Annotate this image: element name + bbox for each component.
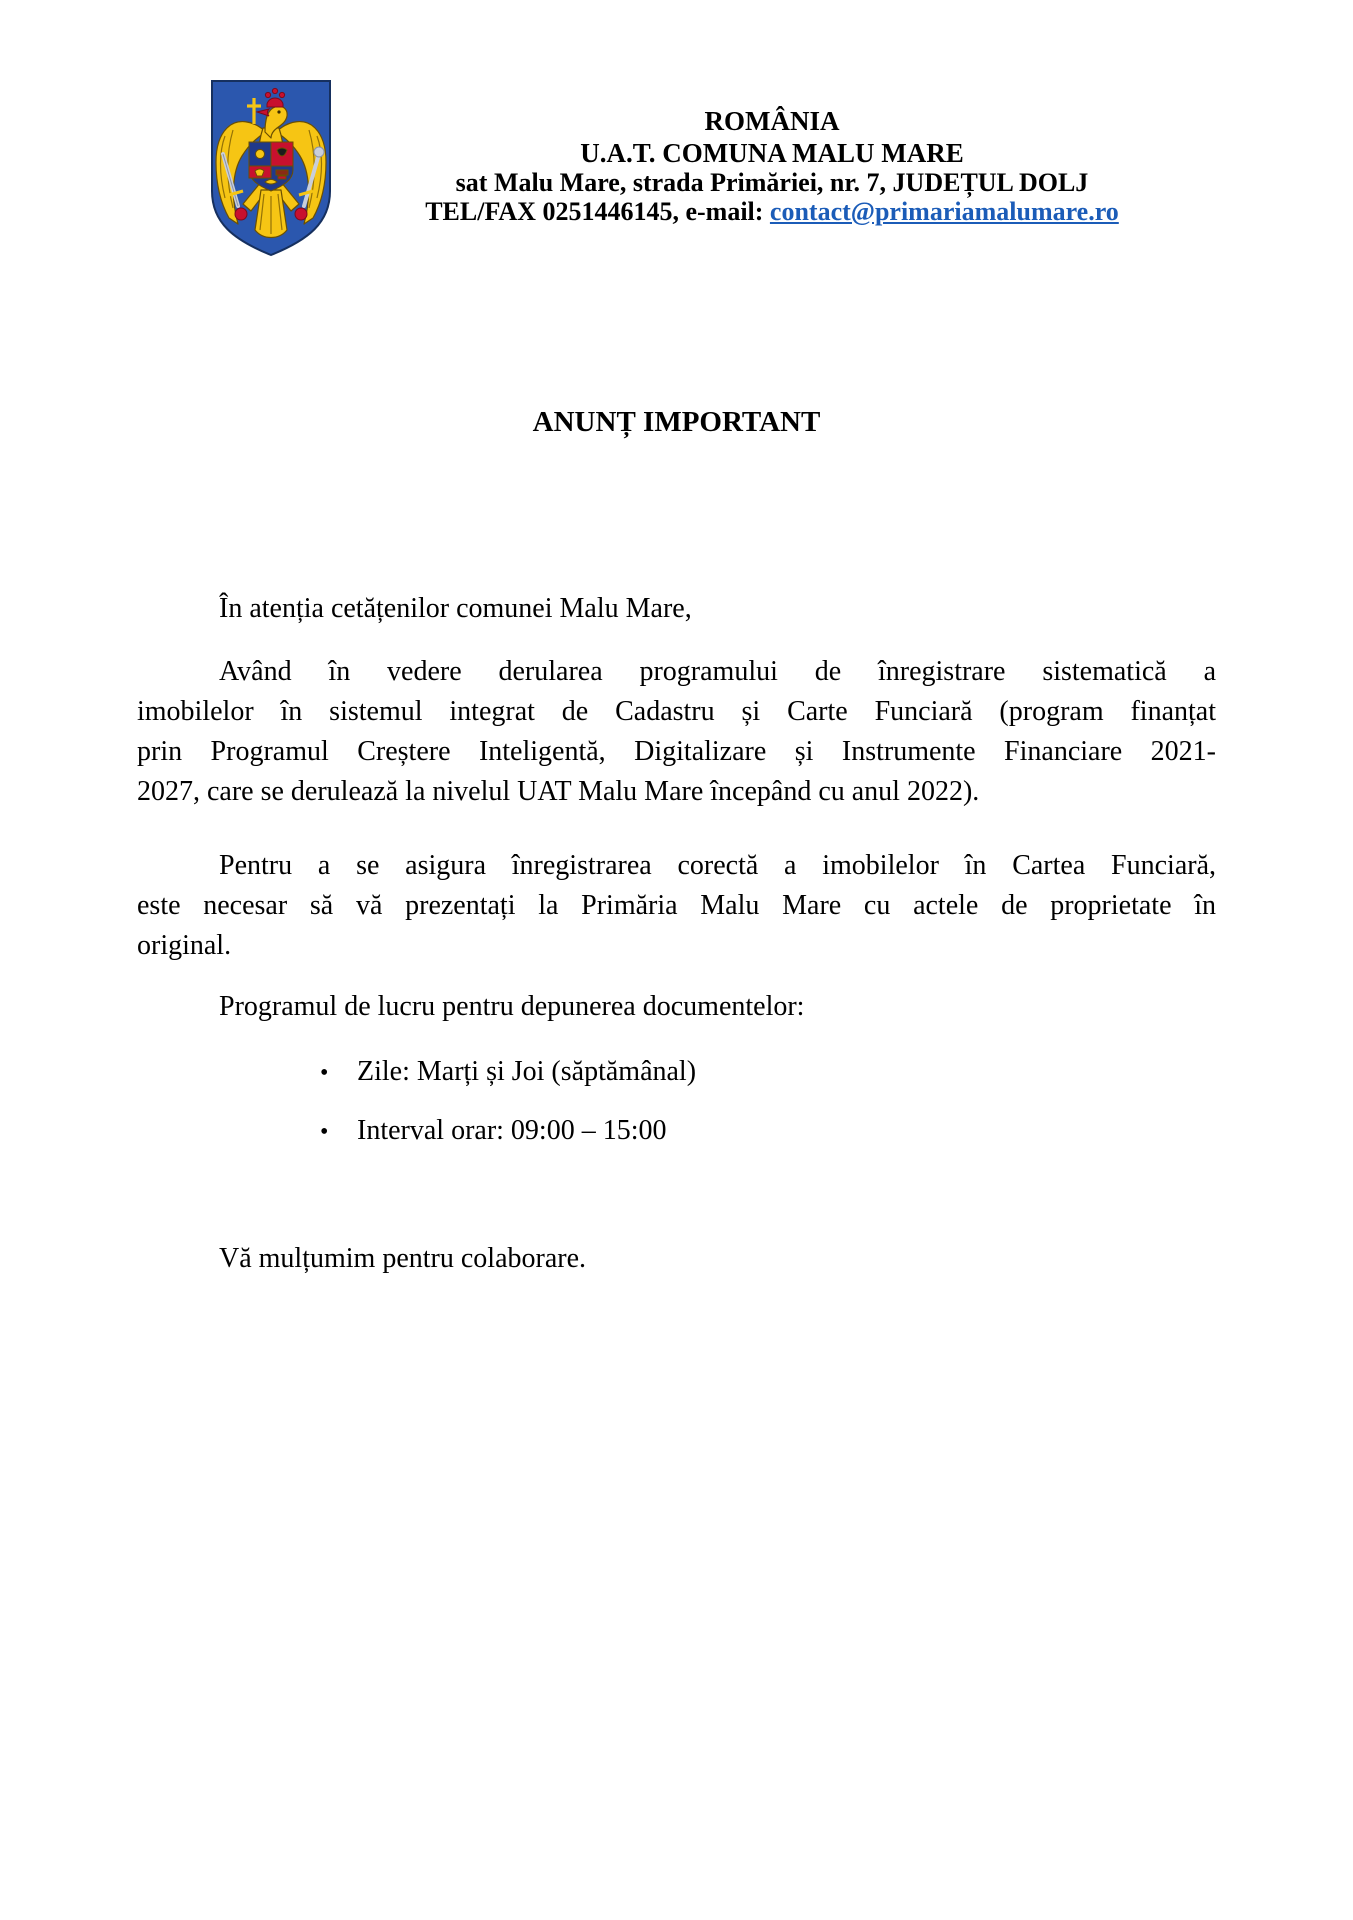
paragraph-line: Programul de lucru pentru depunerea documentelor: — [219, 991, 805, 1022]
paragraph-line: Pentru a se asigura înregistrarea corectă a imobilelor în Cartea Funciară, — [219, 850, 1216, 881]
list-item-text: Interval orar: 09:00 – 15:00 — [357, 1115, 667, 1146]
body-paragraph-3 — [137, 846, 1216, 966]
body-paragraph-4 — [137, 987, 1216, 1027]
email-link[interactable]: contact@primariamalumare.ro — [769, 197, 1119, 226]
coat-of-arms-icon — [207, 78, 335, 258]
list-item-days — [320, 1052, 696, 1093]
header-institution: U.A.T. COMUNA MALU MARE — [580, 138, 964, 168]
header-address: sat Malu Mare, strada Primăriei, nr. 7, JUDEȚUL DOLJ — [455, 168, 1089, 197]
header-contact — [330, 197, 1214, 226]
body-paragraph-2 — [137, 652, 1216, 812]
paragraph-line: original. — [137, 930, 232, 961]
list-item-text: Zile: Marți și Joi (săptămânal) — [357, 1056, 697, 1087]
paragraph-line: prin Programul Creștere Inteligentă, Digitalizare și Instrumente Financiare 2021- — [137, 736, 1216, 767]
closing-line — [137, 1239, 1216, 1279]
paragraph-line: În atenția cetățenilor comunei Malu Mare, — [219, 593, 692, 624]
bullet-icon: • — [320, 1119, 329, 1145]
romania-coat-of-arms — [207, 78, 335, 258]
contact-prefix: TEL/FAX 0251446145, e-mail: — [425, 197, 770, 226]
page-title: ANUNȚ IMPORTANT — [532, 406, 821, 438]
letterhead — [330, 104, 1214, 226]
header-country: ROMÂNIA — [704, 106, 840, 136]
paragraph-line: 2027, care se derulează la nivelul UAT Malu Mare începând cu anul 2022). — [137, 776, 980, 807]
paragraph-line: este necesar să vă prezentați la Primăria Malu Mare cu actele de proprietate în — [137, 890, 1216, 921]
list-item-hours — [320, 1111, 666, 1152]
paragraph-line: Având în vedere derularea programului de înregistrare sistematică a — [219, 656, 1216, 687]
paragraph-line: imobilelor în sistemul integrat de Cadastru și Carte Funciară (program finanțat — [137, 696, 1216, 727]
body-paragraph-1 — [137, 589, 1216, 629]
bullet-icon: • — [320, 1060, 329, 1086]
paragraph-line: Vă mulțumim pentru colaborare. — [219, 1243, 586, 1274]
